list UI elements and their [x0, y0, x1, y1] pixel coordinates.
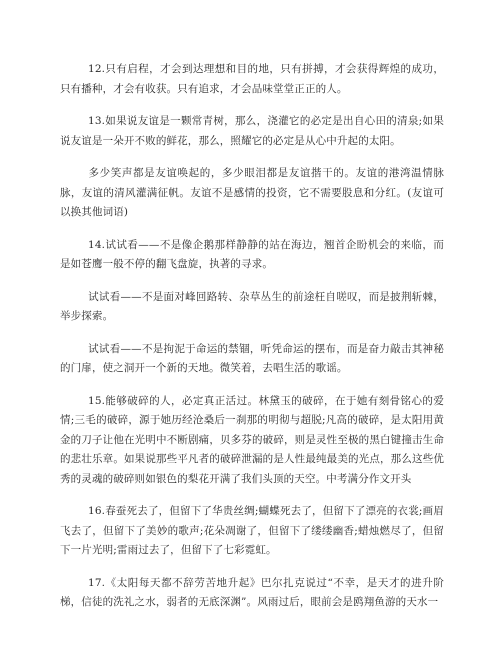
paragraph-14: 14.试试看——不是像企鹅那样静静的站在海边，翘首企盼机会的来临，而是如苍鹰一般不停的翻飞盘旋，执著的寻求。 — [60, 238, 444, 270]
paragraph-17: 17.《太阳每天都不辞劳苦地升起》巴尔扎克说过“不幸，是天才的进升阶梯，信徒的洗礼之水，弱者的无底深渊”。风雨过后，眼前会是鸥翔鱼游的天水一 — [60, 576, 444, 608]
paragraph-13: 13.如果说友谊是一颗常青树，那么，浇灌它的必定是出自心田的清泉;如果说友谊是一朵开不败的鲜花，那么，照耀它的必定是从心中升起的太阳。 — [60, 115, 444, 147]
paragraph-12: 12.只有启程，才会到达理想和目的地，只有拼搏，才会获得辉煌的成功，只有播种，才会有收获。只有追求，才会品味堂堂正正的人。 — [60, 63, 444, 95]
paragraph-15: 15.能够破碎的人，必定真正活过。林黛玉的破碎，在于她有刻骨铭心的爱情;三毛的破碎，源于她历经沧桑后一刹那的明彻与超脱;凡高的破碎，是太阳用黄金的刀子让他在光明中不断剧痛，贝多芬的破碎，则是灵性至极的黑白键撞击生命的悲壮乐章。如果说那些平凡者的破碎泄漏的是人性最纯最美的光点，那么这些优秀的灵魂的破碎则如银色的梨花开满了我们头顶的天空。中考满分作文开头 — [60, 394, 444, 485]
paragraph-try-2: 试试看——不是面对峰回路转、杂草丛生的前途枉自嗟叹，而是披荆斩棘，举步探索。 — [60, 290, 444, 322]
paragraph-try-3: 试试看——不是拘泥于命运的禁锢，听凭命运的摆布，而是奋力敲击其神秘的门扉，使之洞开一个新的天地。微笑着，去唱生活的歌谣。 — [60, 342, 444, 374]
paragraph-friendship: 多少笑声都是友谊唤起的，多少眼泪都是友谊揩干的。友谊的港湾温情脉脉，友谊的清风灌满征帆。友谊不是感情的投资，它不需要股息和分红。(友谊可以换其他词语) — [60, 167, 444, 218]
paragraph-16: 16.春蚕死去了，但留下了华贵丝绸;蝴蝶死去了，但留下了漂亮的衣裳;画眉飞去了，但留下了美妙的歌声;花朵凋谢了，但留下了缕缕幽香;蜡烛燃尽了，但留下一片光明;雷雨过去了，但留下了七彩霓虹。 — [60, 505, 444, 556]
